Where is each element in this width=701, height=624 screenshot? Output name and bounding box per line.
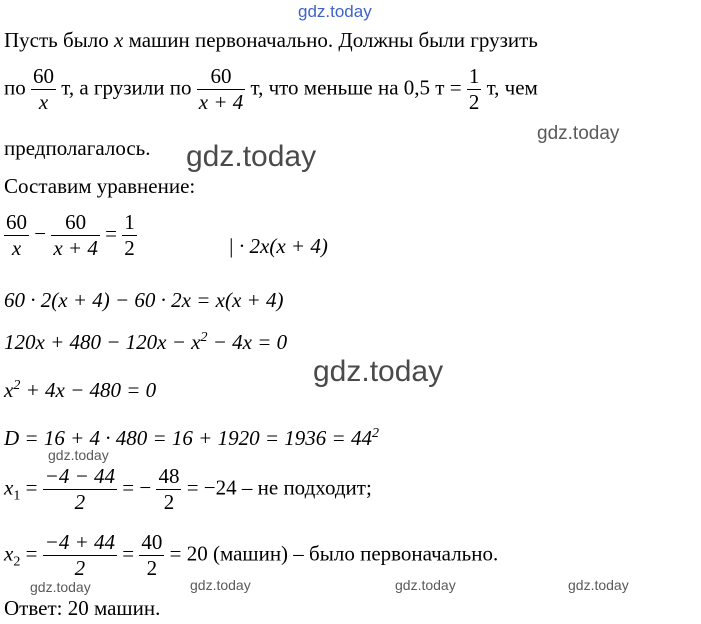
- fraction: $\frac{-4 - 44}{2}$: [44, 464, 116, 514]
- watermark-text: gdz.today: [190, 577, 251, 593]
- equation-1: $\frac{60}{x}$ − $\frac{60}{x + 4}$ = $\frac{1}{2}$: [6, 210, 135, 260]
- fraction: $\frac{48}{2}$: [158, 464, 180, 514]
- text-line-3: предполагалось.: [4, 136, 151, 160]
- watermark-logo: gdz.today: [298, 2, 372, 21]
- watermark-text: gdz.today: [313, 355, 444, 388]
- fraction: $\frac{60}{x + 4}$: [198, 64, 244, 114]
- watermark-text: gdz.today: [48, 447, 109, 463]
- fraction: $\frac{60}{x + 4}$: [53, 210, 98, 260]
- fraction: $\frac{1}{2}$: [124, 210, 135, 260]
- equation-6: $x_1$ = $\frac{-4 - 44}{2}$ = − $\frac{48}{2}$ = −24 – не подходит;: [4, 464, 372, 514]
- equation-7: $x_2$ = $\frac{-4 + 44}{2}$ = $\frac{40}{2}$ = 20 (машин) – было первоначально.: [4, 530, 499, 580]
- text-line-2: по $\frac{60}{x}$ т, а грузили по $\frac{60}{x + 4}$ т, что меньше на 0,5 т = $\frac{1}{2}$ т, чем: [4, 64, 538, 114]
- equation-3: $120x + 480 - 120x - x^2 - 4x = 0$: [4, 330, 288, 354]
- answer-line: Ответ: 20 машин.: [4, 596, 161, 620]
- watermark-text: gdz.today: [186, 140, 317, 173]
- fraction: $\frac{1}{2}$: [468, 64, 480, 114]
- fraction: $\frac{40}{2}$: [141, 530, 163, 580]
- fraction: $\frac{-4 + 44}{2}$: [44, 530, 116, 580]
- text-line-4: Составим уравнение:: [4, 174, 196, 198]
- equation-4: $x^2 + 4x - 480 = 0$: [4, 378, 157, 402]
- watermark-text: gdz.today: [568, 577, 629, 593]
- equation-1-multiplier: | · 2x(x + 4): [228, 234, 328, 258]
- watermark-text: gdz.today: [537, 123, 620, 144]
- watermark-text: gdz.today: [30, 579, 91, 595]
- equation-2: 60 · 2(x + 4) − 60 · 2x = x(x + 4): [4, 288, 284, 312]
- fraction: $\frac{60}{x}$: [6, 210, 27, 260]
- fraction: $\frac{60}{x}$: [33, 64, 54, 114]
- equation-5: $D = 16 + 4 \cdot 480 = 16 + 1920 = 1936 = 44^2$: [4, 426, 379, 450]
- watermark-text: gdz.today: [395, 577, 456, 593]
- text-line-1: Пусть было x машин первоначально. Должны были грузить: [4, 28, 538, 52]
